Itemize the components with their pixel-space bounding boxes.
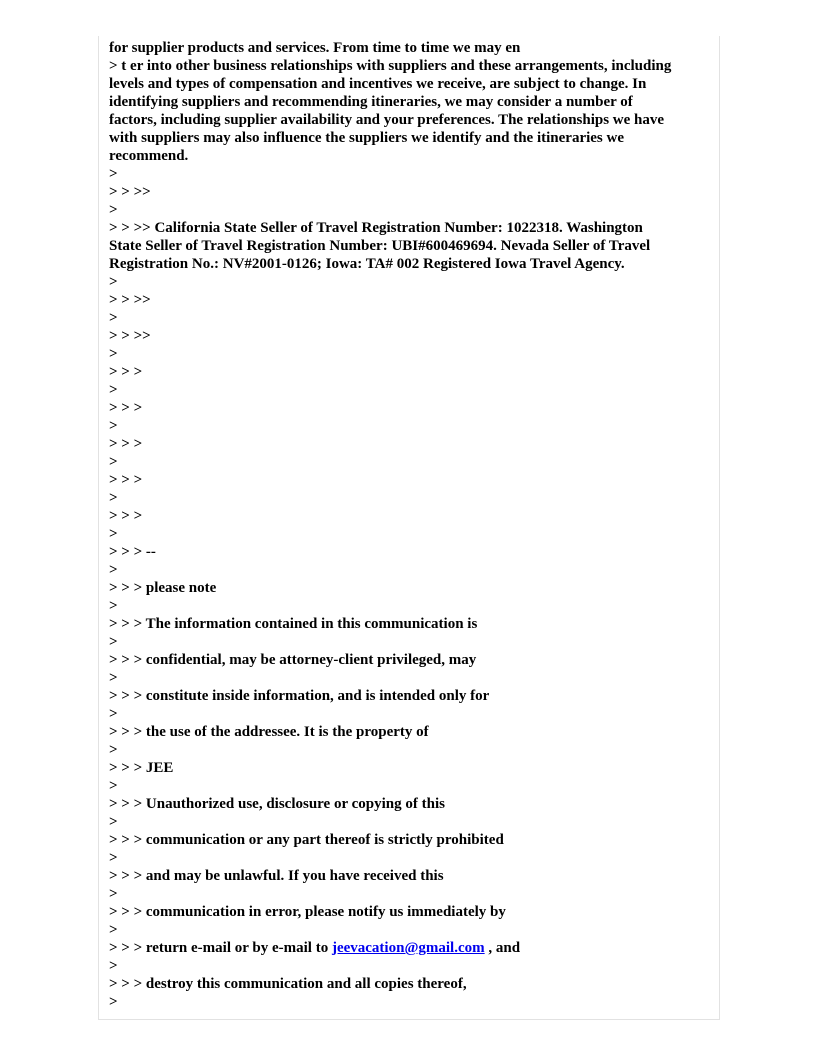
body-text-line: levels and types of compensation and incentives we receive, are subject to change. In <box>109 76 647 92</box>
quoted-text-line: > > > The information contained in this communication is <box>109 616 478 632</box>
quote-marker-line: > > >> <box>109 184 151 200</box>
quoted-text-line: > > >> <box>109 292 151 308</box>
quoted-text-line: > <box>109 562 118 578</box>
quoted-text-line: > <box>109 526 118 542</box>
quoted-text-line: > <box>109 310 118 326</box>
quoted-text-line: > > > Unauthorized use, disclosure or copying of this <box>109 796 445 812</box>
registration-block <box>109 219 713 273</box>
body-text-line: for supplier products and services. From time to time we may en <box>109 40 521 56</box>
quoted-text-line: > > > <box>109 472 143 488</box>
quoted-text-line: > <box>109 994 118 1010</box>
return-email-line <box>109 939 713 957</box>
quoted-text-line: > > >> <box>109 328 151 344</box>
closing-block <box>109 957 713 1011</box>
intro-block <box>109 39 713 165</box>
quoted-text-line: > <box>109 598 118 614</box>
body-text-line: with suppliers may also influence the suppliers we identify and the itineraries we <box>109 130 625 146</box>
quoted-text-line: > <box>109 670 118 686</box>
quoted-text-line: > <box>109 886 118 902</box>
quoted-text-line: > > > the use of the addressee. It is the property of <box>109 724 429 740</box>
quoted-text-line: > <box>109 958 118 974</box>
quote-marker-line: > <box>109 202 118 218</box>
quoted-text-line: > > > confidential, may be attorney-client privileged, may <box>109 652 477 668</box>
quoted-text-line: > <box>109 274 118 290</box>
quoted-text-line: > > > <box>109 436 143 452</box>
document-page <box>98 36 720 1020</box>
return-email-prefix: > > > return e-mail or by e-mail to <box>109 940 332 956</box>
body-text-line: identifying suppliers and recommending itineraries, we may consider a number of <box>109 94 633 110</box>
quoted-text-line: > <box>109 814 118 830</box>
quoted-text-line: > <box>109 454 118 470</box>
quoted-text-line: > > > JEE <box>109 760 174 776</box>
email-body <box>109 39 713 1011</box>
quoted-text-line: > > > and may be unlawful. If you have received this <box>109 868 444 884</box>
quoted-text-line: > <box>109 706 118 722</box>
return-email-suffix: , and <box>484 940 521 956</box>
quoted-text-line: > <box>109 634 118 650</box>
quoted-text-line: > <box>109 850 118 866</box>
registration-text-line: Registration No.: NV#2001-0126; Iowa: TA# 002 Registered Iowa Travel Agency. <box>109 256 625 272</box>
body-text-line: > t er into other business relationships with suppliers and these arrangements, including <box>109 58 672 74</box>
email-link[interactable]: jeevacation@gmail.com <box>331 940 485 956</box>
gap-block <box>109 165 713 219</box>
quoted-text-line: > <box>109 418 118 434</box>
body-text-line: factors, including supplier availability and your preferences. The relationships we have <box>109 112 665 128</box>
quoted-text-line: > > > -- <box>109 544 156 560</box>
quoted-text-line: > <box>109 922 118 938</box>
body-text-line: recommend. <box>109 148 189 164</box>
quote-marker-line: > <box>109 166 118 182</box>
quoted-block <box>109 273 713 939</box>
quoted-text-line: > > > please note <box>109 580 217 596</box>
quoted-text-line: > > > <box>109 508 143 524</box>
quoted-text-line: > > > communication or any part thereof is strictly prohibited <box>109 832 504 848</box>
quoted-text-line: > > > destroy this communication and all copies thereof, <box>109 976 467 992</box>
quoted-text-line: > <box>109 382 118 398</box>
quoted-text-line: > <box>109 742 118 758</box>
quoted-text-line: > > > constitute inside information, and is intended only for <box>109 688 490 704</box>
quoted-text-line: > <box>109 778 118 794</box>
quoted-text-line: > <box>109 490 118 506</box>
registration-text-line: State Seller of Travel Registration Number: UBI#600469694. Nevada Seller of Travel <box>109 238 651 254</box>
quoted-text-line: > <box>109 346 118 362</box>
quoted-text-line: > > > <box>109 400 143 416</box>
registration-text-line: > > >> California State Seller of Travel Registration Number: 1022318. Washington <box>109 220 643 236</box>
quoted-text-line: > > > communication in error, please notify us immediately by <box>109 904 506 920</box>
quoted-text-line: > > > <box>109 364 143 380</box>
